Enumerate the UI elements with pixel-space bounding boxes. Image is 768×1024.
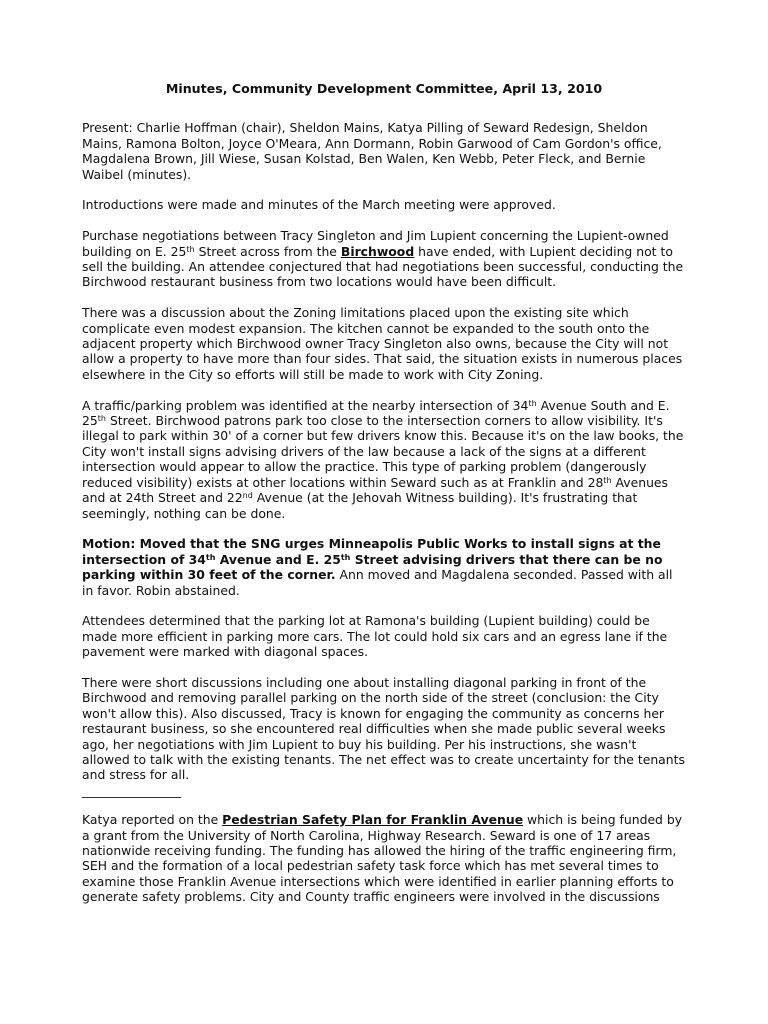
traffic-text-2: Avenue South and E. 25 (82, 397, 670, 429)
purchase-text-2: Street across from the (194, 243, 341, 259)
introductions-text: Introductions were made and minutes of the March meeting were approved. (82, 197, 556, 213)
birchwood-link[interactable]: Birchwood (340, 243, 415, 259)
traffic-sup-3: th (603, 475, 612, 485)
attendees-text: Present: Charlie Hoffman (chair), Sheldon Mains, Katya Pilling of Seward Redesign, Sheldon Mains, Ramona Bolton, Joyce O'Meara, Ann Dormann, Robin Garwood of Cam Gordon's office, Magdalena Brown, Jill Wiese, Susan Kolstad, Ben Walen, Ken Webb, Peter Fleck, and Bernie Waibel (minutes). (82, 120, 662, 182)
traffic-text-4: Avenues and at 24th Street and 22 (82, 474, 669, 506)
purchase-text-3: have ended, with Lupient deciding not to sell the building. An attendee conjectured that had negotiations been successful, conducting the Birchwood restaurant business from two locations would have been difficult. (82, 243, 684, 290)
short-discussions-text: There were short discussions including one about installing diagonal parking in front of the Birchwood and removing parallel parking on the north side of the street (conclusion: the City won't allow this). Also discussed, Tracy is known for engaging the community as concerns her restaurant business, so she encountered real difficulties when she made public several weeks ago, her negotiations with Jim Lupient to buy his building. Per his instructions, she wasn't allowed to talk with the existing tenants. The net effect was to create uncertainty for the tenants and stress for all. (82, 674, 685, 783)
parking-lot-paragraph (82, 613, 686, 659)
traffic-text-1: A traffic/parking problem was identified at the nearby intersection of 34 (82, 397, 529, 413)
pedestrian-safety-plan-link[interactable]: Pedestrian Safety Plan for Franklin Avenue (222, 812, 524, 828)
traffic-text-5: Avenue (at the Jehovah Witness building). It's frustrating that seemingly, nothing can be done. (82, 490, 638, 521)
traffic-sup-1: th (528, 398, 537, 408)
introductions-paragraph (82, 197, 686, 212)
traffic-sup-4: nd (242, 491, 253, 501)
motion-text-2: Avenue and E. 25 (215, 551, 341, 567)
purchase-text-1: Purchase negotiations between Tracy Singleton and Jim Lupient concerning the Lupient-owned building on E. 25 (82, 228, 669, 259)
traffic-paragraph (82, 398, 686, 521)
katya-text-2: which is being funded by a grant from the University of North Carolina, Highway Research. Seward is one of 17 areas nationwide receiving funding. The funding has allowed the hiring of the traffic engineering firm, SEH and the formation of a local pedestrian safety task force which has met several times to examine those Franklin Avenue intersections which were identified in earlier planning efforts to generate safety problems. City and County traffic engineers were involved in the discussions (82, 812, 683, 905)
separator-line (82, 783, 686, 798)
traffic-sup-2: th (97, 414, 106, 424)
motion-text-3: Street advising drivers that there can be no parking within 30 feet of the corner. (82, 551, 663, 583)
motion-sup-1: th (205, 552, 216, 562)
pedestrian-plan-paragraph (82, 812, 686, 904)
short-discussions-paragraph (82, 675, 686, 783)
katya-text-1: Katya reported on the (82, 812, 223, 828)
purchase-paragraph (82, 228, 686, 290)
zoning-paragraph (82, 305, 686, 382)
zoning-text: There was a discussion about the Zoning limitations placed upon the existing site which complicate even modest expansion. The kitchen cannot be expanded to the south onto the adjacent property which Birchwood owner Tracy Singleton also owns, because the City will not allow a property to have more than four sides. That said, the situation exists in numerous places elsewhere in the City so efforts will still be made to work with City Zoning. (82, 305, 683, 382)
attendees-paragraph (82, 120, 686, 182)
separator-text: ________________ (82, 782, 182, 798)
traffic-text-3: Street. Birchwood patrons park too close to the intersection corners to allow visibility. It's illegal to park within 30' of a corner but few drivers know this. Because it's on the law books, the City won't install signs advising drivers of the law because a lack of the signs at a different intersection would appear to allow the practice. This type of parking problem (dangerously reduced visibility) exists at other locations within Seward such as at Franklin and 28 (82, 413, 684, 490)
motion-result: Ann moved and Magdalena seconded. Passed with all in favor. Robin abstained. (82, 567, 673, 598)
parking-lot-text: Attendees determined that the parking lot at Ramona's building (Lupient building) could be made more efficient in parking more cars. The lot could hold six cars and an egress lane if the pavement were marked with diagonal spaces. (82, 613, 668, 660)
purchase-sup: th (186, 244, 195, 254)
page-title: Minutes, Community Development Committee, April 13, 2010 (165, 81, 603, 96)
motion-sup-2: th (340, 552, 351, 562)
motion-paragraph (82, 536, 686, 598)
motion-text-1: Motion: Moved that the SNG urges Minneapolis Public Works to install signs at the intersection of 34 (82, 536, 661, 567)
